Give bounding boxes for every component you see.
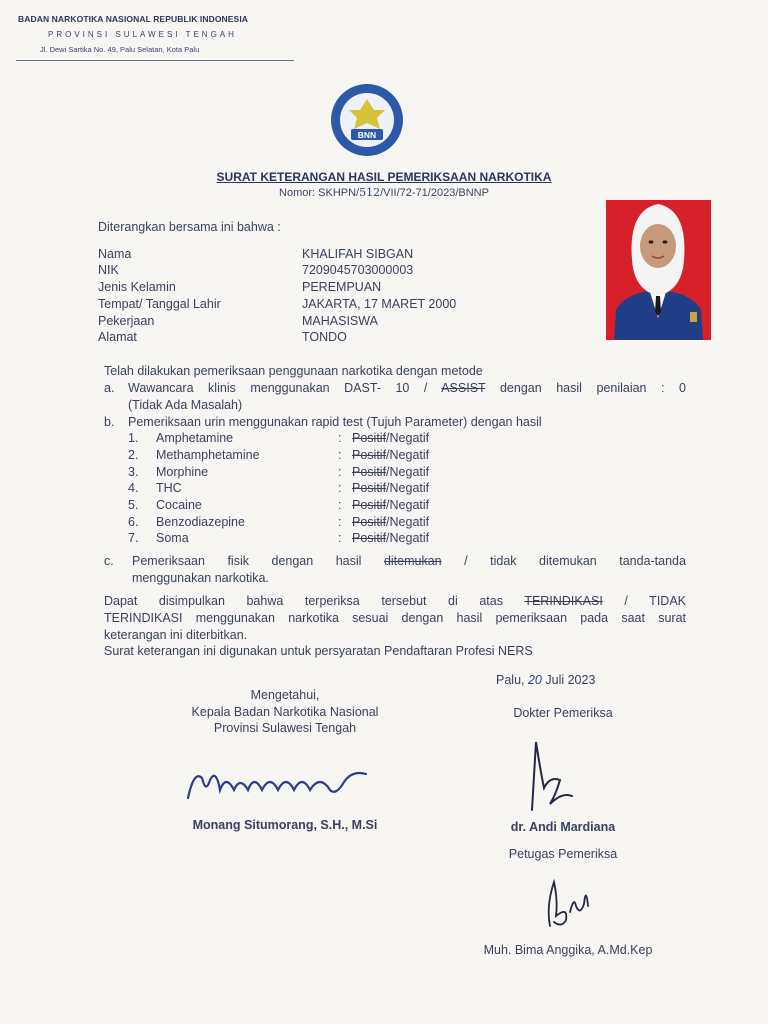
document-title: SURAT KETERANGAN HASIL PEMERIKSAAN NARKOTIKA <box>216 170 552 184</box>
drug-number: 7. <box>128 531 139 545</box>
left-sign-line3: Provinsi Sulawesi Tengah <box>213 721 357 735</box>
head-signature <box>180 760 380 810</box>
item-letter-a: a. <box>104 381 115 395</box>
officer-title: Petugas Pemeriksa <box>508 847 618 861</box>
item-c-line2: menggunakan narkotika. <box>132 571 269 585</box>
drug-name: Methamphetamine <box>156 448 260 462</box>
conclusion-line1: Dapat disimpulkan bahwa terperiksa tersebut di atas TERINDIKASI / TIDAK <box>104 594 686 608</box>
passport-photo <box>606 200 711 340</box>
identity-value: PEREMPUAN <box>302 280 382 294</box>
conclusion-line3: keterangan ini diterbitkan. <box>104 628 248 642</box>
drug-colon: : <box>338 448 342 462</box>
drug-colon: : <box>338 431 342 445</box>
item-letter-c: c. <box>104 554 114 568</box>
identity-value: MAHASISWA <box>302 314 378 328</box>
drug-result: Positif/Negatif <box>352 448 430 462</box>
drug-colon: : <box>338 498 342 512</box>
item-a-line1: Wawancara klinis menggunakan DAST- 10 / ASSIST dengan hasil penilaian : 0 <box>128 381 686 395</box>
document-number: Nomor: SKHPN/512/VII/72-71/2023/BNNP <box>279 186 489 199</box>
drug-number: 1. <box>128 431 139 445</box>
identity-label: Alamat <box>98 330 137 344</box>
item-c-line1: Pemeriksaan fisik dengan hasil ditemukan / tidak ditemukan tanda-tanda <box>132 554 686 568</box>
photo-face <box>640 224 676 268</box>
identity-label: Tempat/ Tanggal Lahir <box>98 297 221 311</box>
province-name: PROVINSI SULAWESI TENGAH <box>48 30 237 39</box>
drug-colon: : <box>338 531 342 545</box>
drug-result: Positif/Negatif <box>352 531 430 545</box>
drug-result: Positif/Negatif <box>352 465 430 479</box>
drug-colon: : <box>338 465 342 479</box>
drug-name: Soma <box>156 531 189 545</box>
doctor-signature <box>520 738 580 818</box>
head-name: Monang Situmorang, S.H., M.Si <box>192 818 378 832</box>
photo-badge <box>690 312 697 322</box>
letterhead-divider <box>16 60 294 61</box>
item-a-line2: (Tidak Ada Masalah) <box>128 398 243 412</box>
officer-name: Muh. Bima Anggika, A.Md.Kep <box>483 943 653 957</box>
officer-signature <box>540 876 600 932</box>
place-date: Palu, 20 Juli 2023 <box>496 673 596 687</box>
drug-number: 4. <box>128 481 139 495</box>
drug-name: Amphetamine <box>156 431 234 445</box>
conclusion-line2: TERINDIKASI menggunakan narkotika sesuai dengan hasil pemeriksaan pada saat surat <box>104 611 686 625</box>
drug-name: THC <box>156 481 182 495</box>
identity-value: 7209045703000003 <box>302 263 414 277</box>
identity-value: KHALIFAH SIBGAN <box>302 247 414 261</box>
photo-tie <box>655 296 661 316</box>
left-sign-line1: Mengetahui, <box>250 688 320 702</box>
drug-number: 6. <box>128 515 139 529</box>
logo-text: BNN <box>357 130 377 140</box>
bnn-logo <box>324 82 410 158</box>
agency-address: Jl. Dewi Sartika No. 49, Palu Selatan, Kota Palu <box>40 45 200 54</box>
purpose-text: Surat keterangan ini digunakan untuk persyaratan Pendaftaran Profesi NERS <box>104 644 533 658</box>
identity-label: Jenis Kelamin <box>98 280 176 294</box>
identity-label: Nama <box>98 247 132 261</box>
drug-name: Cocaine <box>156 498 202 512</box>
right-sign-title: Dokter Pemeriksa <box>513 706 613 720</box>
identity-value: TONDO <box>302 330 347 344</box>
drug-number: 2. <box>128 448 139 462</box>
intro-text: Diterangkan bersama ini bahwa : <box>98 220 281 234</box>
drug-number: 5. <box>128 498 139 512</box>
left-sign-line2: Kepala Badan Narkotika Nasional <box>191 705 379 719</box>
drug-result: Positif/Negatif <box>352 498 430 512</box>
drug-name: Benzodiazepine <box>156 515 245 529</box>
drug-number: 3. <box>128 465 139 479</box>
item-letter-b: b. <box>104 415 115 429</box>
drug-result: Positif/Negatif <box>352 515 430 529</box>
drug-result: Positif/Negatif <box>352 481 430 495</box>
method-intro: Telah dilakukan pemeriksaan penggunaan narkotika dengan metode <box>104 364 483 378</box>
item-b-text: Pemeriksaan urin menggunakan rapid test (Tujuh Parameter) dengan hasil <box>128 415 542 429</box>
drug-colon: : <box>338 481 342 495</box>
doctor-name: dr. Andi Mardiana <box>510 820 616 834</box>
drug-colon: : <box>338 515 342 529</box>
identity-label: Pekerjaan <box>98 314 155 328</box>
identity-value: JAKARTA, 17 MARET 2000 <box>302 297 457 311</box>
drug-result: Positif/Negatif <box>352 431 430 445</box>
agency-name: BADAN NARKOTIKA NASIONAL REPUBLIK INDONESIA <box>18 14 249 24</box>
identity-label: NIK <box>98 263 119 277</box>
drug-name: Morphine <box>156 465 209 479</box>
